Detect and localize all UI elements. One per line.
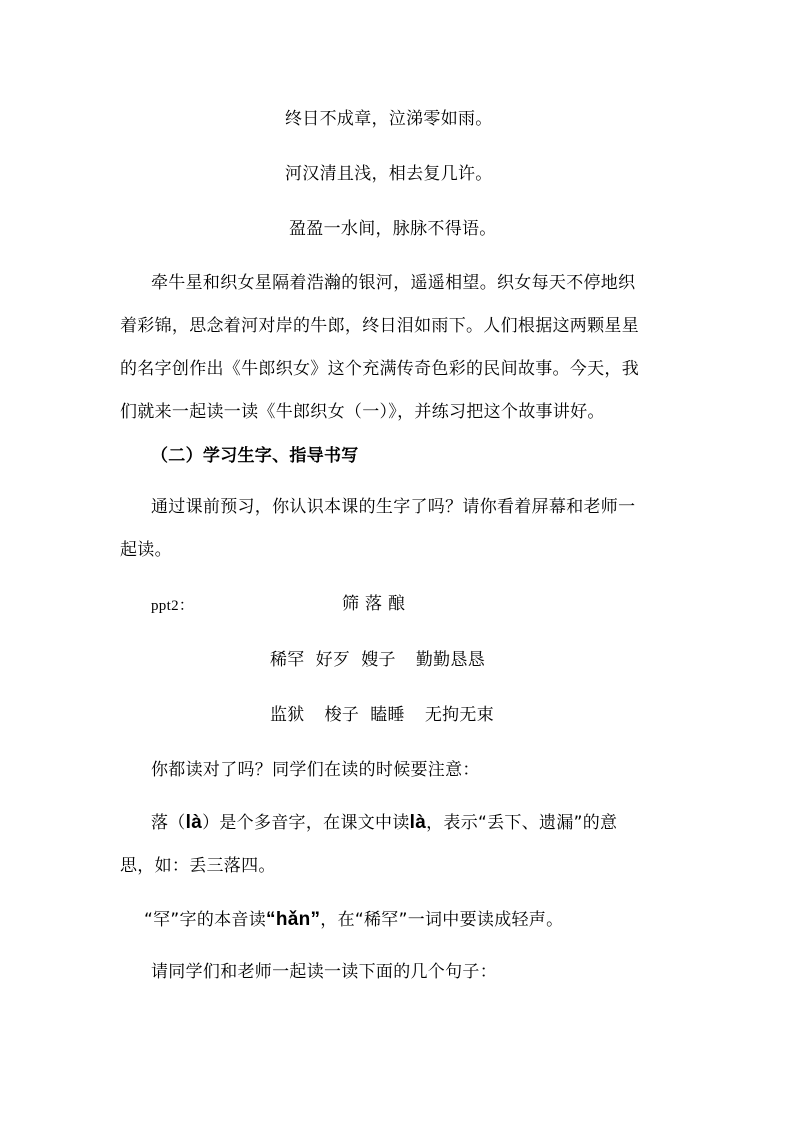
word-keshui: 瞌睡 (370, 705, 405, 725)
han-rest: ，在“稀罕”一词中要读成轻声。 (320, 910, 564, 930)
intro-line-1: 牵牛星和织女星隔着浩瀚的银河，遥遥相望。织女每天不停地织 (151, 273, 636, 293)
preview-line-2: 起读。 (120, 540, 172, 560)
poem-line-1: 终日不成章，泣涕零如雨。 (285, 109, 493, 129)
notes-luo-line-1 (151, 813, 617, 833)
han-pre: “罕”字的本音读 (144, 910, 267, 930)
pinyin-la-1: là (185, 812, 203, 833)
word-jianyu: 监狱 (270, 705, 305, 725)
word-wujuwushu: 无拘无束 (424, 705, 495, 725)
ppt-row-1: 筛 落 酿 (342, 594, 406, 614)
luo-mid: ）是个多音字，在课文中读 (202, 813, 410, 833)
ppt-row-2 (270, 650, 485, 670)
notes-line-1: 你都读对了吗？同学们在读的时候要注意： (151, 760, 480, 780)
luo-char: 落（ (151, 813, 186, 833)
word-suozi: 梭子 (324, 705, 360, 725)
section-heading: （二）学习生字、指导书写 (151, 446, 359, 466)
pinyin-la-2: là (409, 812, 427, 833)
intro-line-2: 着彩锦，思念着河对岸的牛郎，终日泪如雨下。人们根据这两颗星星 (120, 316, 639, 336)
word-xihan: 稀罕 (270, 650, 305, 670)
ppt-row-3 (270, 705, 494, 725)
preview-line-1: 通过课前预习，你认识本课的生字了吗？请你看着屏幕和老师一 (151, 497, 636, 517)
intro-line-4: 们就来一起读一读《牛郎织女（一）》，并练习把这个故事讲好。 (120, 402, 605, 422)
poem-line-2: 河汉清且浅，相去复几许。 (285, 164, 493, 184)
pinyin-han: “hǎn” (266, 909, 321, 930)
notes-han-line (144, 910, 563, 930)
notes-luo-line-2: 思，如：丢三落四。 (120, 856, 276, 876)
poem-line-3: 盈盈一水间，脉脉不得语。 (289, 219, 497, 239)
word-saozi: 嫂子 (361, 650, 396, 670)
notes-last-line: 请同学们和老师一起读一读下面的几个句子： (151, 962, 497, 982)
intro-line-3: 的名字创作出《牛郎织女》这个充满传奇色彩的民间故事。今天，我 (120, 359, 639, 379)
luo-rest: ，表示“丢下、遗漏”的意 (426, 813, 618, 833)
ppt-label: ppt2： (151, 598, 195, 614)
word-qinqinkenken: 勤勤恳恳 (415, 650, 486, 670)
word-haodai: 好歹 (315, 650, 351, 670)
